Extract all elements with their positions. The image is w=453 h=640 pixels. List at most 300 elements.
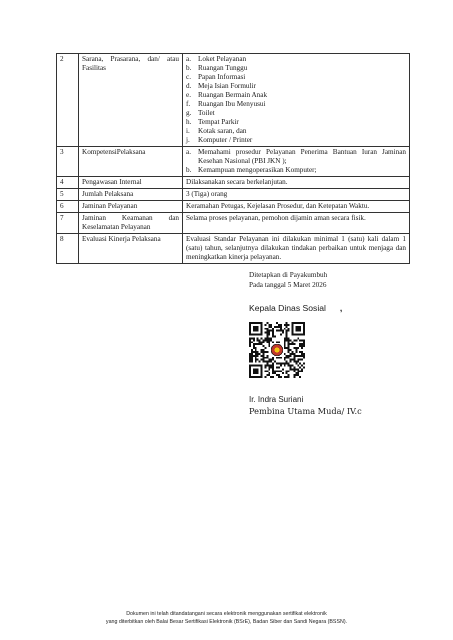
qr-module [255, 322, 257, 324]
qr-module [261, 355, 263, 357]
qr-module [286, 355, 288, 357]
qr-module [253, 345, 255, 347]
signatory-rank: Pembina Utama Muda/ IV.c [249, 406, 362, 416]
qr-module [249, 339, 251, 341]
qr-module [268, 364, 270, 366]
row-description: Dilaksanakan secara berkelanjutan. [183, 177, 410, 189]
qr-module [284, 345, 286, 347]
qr-module [293, 370, 295, 372]
qr-module [272, 334, 274, 336]
qr-module [290, 368, 292, 370]
row-number: 5 [57, 189, 79, 201]
qr-module [280, 363, 282, 365]
qr-module [263, 359, 265, 361]
qr-module [278, 357, 280, 359]
qr-module [286, 326, 288, 328]
qr-module [253, 334, 255, 336]
table-row [57, 201, 410, 213]
qr-module [249, 345, 251, 347]
qr-module [303, 353, 305, 355]
qr-module [280, 324, 282, 326]
table-row [57, 177, 410, 189]
qr-module [280, 326, 282, 328]
qr-module [274, 372, 276, 374]
list-item-text: Toilet [198, 109, 215, 117]
qr-module [276, 363, 278, 365]
qr-module [280, 364, 282, 366]
qr-module [297, 374, 299, 376]
qr-module [261, 330, 263, 332]
qr-module [261, 337, 263, 339]
qr-module [301, 343, 303, 345]
qr-module [293, 359, 295, 361]
qr-module [303, 343, 305, 345]
qr-module [297, 334, 299, 336]
qr-module [255, 334, 257, 336]
qr-module [266, 364, 268, 366]
qr-module [295, 368, 297, 370]
qr-module [264, 337, 266, 339]
signature-position [249, 303, 342, 313]
qr-module [301, 353, 303, 355]
row-description: Selama proses pelayanan, pemohon dijamin aman secara fisik. [183, 213, 410, 234]
qr-module [272, 368, 274, 370]
qr-module [264, 339, 266, 341]
qr-module [291, 368, 293, 370]
qr-module [257, 364, 259, 366]
qr-module [251, 364, 253, 366]
qr-module [293, 368, 295, 370]
table-row [57, 54, 410, 147]
qr-module [303, 363, 305, 365]
qr-module [295, 326, 297, 328]
qr-module [301, 339, 303, 341]
list-item [186, 166, 406, 175]
qr-module [274, 361, 276, 363]
qr-module [266, 370, 268, 372]
qr-module [286, 334, 288, 336]
qr-module [290, 349, 292, 351]
qr-module [268, 361, 270, 363]
qr-module [284, 376, 286, 378]
qr-module [288, 345, 290, 347]
qr-module [295, 347, 297, 349]
qr-module [264, 357, 266, 359]
qr-module [263, 341, 265, 343]
qr-module [299, 334, 301, 336]
qr-module [259, 339, 261, 341]
qr-module [251, 361, 253, 363]
qr-module [297, 330, 299, 332]
qr-module [291, 324, 293, 326]
qr-module [276, 357, 278, 359]
list-item-text: Ruangan Bermain Anak [198, 91, 268, 99]
qr-module [286, 330, 288, 332]
row-number: 7 [57, 213, 79, 234]
qr-module [286, 337, 288, 339]
qr-module [253, 337, 255, 339]
qr-module [259, 341, 261, 343]
list-item-marker: c. [186, 73, 191, 81]
qr-module [270, 326, 272, 328]
qr-module [270, 359, 272, 361]
qr-module [288, 363, 290, 365]
qr-module [290, 366, 292, 368]
qr-module [303, 341, 305, 343]
qr-module [268, 337, 270, 339]
qr-module [251, 349, 253, 351]
qr-module [291, 353, 293, 355]
qr-module [291, 322, 293, 324]
qr-module [297, 328, 299, 330]
qr-module [282, 372, 284, 374]
qr-module [290, 353, 292, 355]
qr-module [257, 330, 259, 332]
qr-module [297, 361, 299, 363]
qr-module [303, 330, 305, 332]
qr-module [257, 370, 259, 372]
signatory-name: Ir. Indra Suriani [249, 395, 304, 404]
list-item-marker: j. [186, 136, 190, 144]
list-item [186, 109, 406, 118]
qr-module [263, 349, 265, 351]
qr-module [263, 361, 265, 363]
qr-module [264, 332, 266, 334]
qr-module [299, 330, 301, 332]
qr-module [288, 370, 290, 372]
qr-module [253, 364, 255, 366]
qr-module [303, 328, 305, 330]
qr-module [268, 326, 270, 328]
qr-module [263, 339, 265, 341]
qr-module [264, 324, 266, 326]
row-number: 8 [57, 234, 79, 264]
qr-module [299, 363, 301, 365]
list-item [186, 64, 406, 73]
qr-module [259, 322, 261, 324]
qr-module [266, 332, 268, 334]
qr-module [286, 363, 288, 365]
qr-module [263, 351, 265, 353]
qr-module [278, 370, 280, 372]
qr-module [293, 361, 295, 363]
qr-module [295, 351, 297, 353]
qr-module [249, 355, 251, 357]
qr-module [266, 334, 268, 336]
qr-module [286, 370, 288, 372]
qr-module [264, 351, 266, 353]
list-item [186, 148, 406, 166]
list-item [186, 82, 406, 91]
qr-module [272, 328, 274, 330]
qr-module [291, 332, 293, 334]
qr-module [299, 322, 301, 324]
list-item [186, 91, 406, 100]
signature-comma: , [339, 303, 343, 313]
qr-module [290, 355, 292, 357]
qr-module [266, 339, 268, 341]
qr-module [268, 339, 270, 341]
list-item-marker: b. [186, 64, 192, 72]
qr-module [266, 374, 268, 376]
qr-module [301, 364, 303, 366]
qr-module [288, 376, 290, 378]
qr-module [257, 376, 259, 378]
qr-module [266, 330, 268, 332]
qr-module [290, 343, 292, 345]
qr-module [286, 357, 288, 359]
qr-module [261, 370, 263, 372]
qr-module [288, 351, 290, 353]
list-item-text: Ruangan Ibu Menyusui [198, 100, 266, 108]
qr-module [280, 328, 282, 330]
qr-module [278, 374, 280, 376]
qr-module [253, 343, 255, 345]
qr-module [288, 355, 290, 357]
qr-module [295, 330, 297, 332]
qr-module [257, 322, 259, 324]
qr-module [251, 334, 253, 336]
qr-module [272, 372, 274, 374]
qr-module [268, 359, 270, 361]
qr-module [293, 343, 295, 345]
qr-module [299, 366, 301, 368]
qr-module [257, 359, 259, 361]
qr-module [299, 351, 301, 353]
qr-module [268, 330, 270, 332]
row-component: KompetensiPelaksana [79, 147, 183, 177]
qr-module [282, 330, 284, 332]
qr-module [297, 370, 299, 372]
qr-center-logo-core-icon [274, 347, 279, 352]
qr-module [276, 374, 278, 376]
qr-module [263, 355, 265, 357]
qr-module [253, 376, 255, 378]
qr-module [286, 372, 288, 374]
qr-module [288, 337, 290, 339]
qr-module [295, 339, 297, 341]
qr-module [251, 341, 253, 343]
qr-module [284, 347, 286, 349]
list-item [186, 73, 406, 82]
qr-module [272, 376, 274, 378]
qr-module [270, 376, 272, 378]
qr-module [251, 351, 253, 353]
qr-module [297, 322, 299, 324]
qr-module [264, 370, 266, 372]
qr-module [278, 376, 280, 378]
qr-module [276, 326, 278, 328]
qr-module [299, 370, 301, 372]
table-row [57, 213, 410, 234]
qr-module [272, 370, 274, 372]
qr-module [299, 326, 301, 328]
list-item [186, 55, 406, 64]
qr-module [253, 330, 255, 332]
qr-module [272, 363, 274, 365]
qr-module [274, 326, 276, 328]
qr-module [255, 372, 257, 374]
qr-module [266, 363, 268, 365]
description-list [186, 148, 406, 175]
qr-module [293, 374, 295, 376]
qr-module [291, 334, 293, 336]
qr-module [299, 343, 301, 345]
qr-module [297, 355, 299, 357]
qr-module [293, 366, 295, 368]
qr-module [266, 361, 268, 363]
list-item-marker: e. [186, 91, 191, 99]
qr-module [253, 322, 255, 324]
qr-module [268, 332, 270, 334]
qr-module [261, 372, 263, 374]
list-item-text: Kotak saran, dan [198, 127, 247, 135]
qr-module [272, 364, 274, 366]
qr-module [249, 324, 251, 326]
row-component: Jaminan Keamanan dan Keselamatan Pelayanan [79, 213, 183, 234]
table-row [57, 189, 410, 201]
qr-module [291, 359, 293, 361]
qr-module [261, 343, 263, 345]
qr-module [290, 339, 292, 341]
qr-module [293, 347, 295, 349]
qr-module [268, 374, 270, 376]
qr-module [280, 370, 282, 372]
list-item-marker: i. [186, 127, 190, 135]
qr-module [293, 357, 295, 359]
qr-module [293, 334, 295, 336]
qr-module [255, 376, 257, 378]
qr-module [263, 353, 265, 355]
qr-module [253, 351, 255, 353]
list-item [186, 136, 406, 145]
qr-module [261, 376, 263, 378]
qr-module [255, 361, 257, 363]
table-row [57, 234, 410, 264]
list-item-text: Kemampuan mengoperasikan Komputer; [198, 166, 317, 174]
qr-module [249, 353, 251, 355]
qr-module [268, 368, 270, 370]
qr-module [290, 364, 292, 366]
qr-module [249, 368, 251, 370]
qr-module [255, 343, 257, 345]
qr-module [266, 328, 268, 330]
qr-module [266, 351, 268, 353]
qr-module [266, 341, 268, 343]
qr-module [274, 336, 276, 338]
list-item [186, 100, 406, 109]
qr-module [255, 353, 257, 355]
qr-module [303, 332, 305, 334]
row-component: Jumlah Pelaksana [79, 189, 183, 201]
qr-module [297, 364, 299, 366]
qr-module [251, 357, 253, 359]
qr-module [284, 324, 286, 326]
qr-module [255, 357, 257, 359]
qr-module [255, 355, 257, 357]
qr-module [249, 334, 251, 336]
qr-module [291, 341, 293, 343]
qr-module [301, 359, 303, 361]
qr-module [295, 349, 297, 351]
qr-module [291, 351, 293, 353]
qr-module [272, 336, 274, 338]
list-item-marker: a. [186, 148, 191, 156]
qr-module [264, 347, 266, 349]
qr-module [249, 370, 251, 372]
qr-module [286, 361, 288, 363]
qr-module [259, 361, 261, 363]
qr-module [264, 361, 266, 363]
qr-module [299, 328, 301, 330]
qr-module [253, 355, 255, 357]
row-component: Jaminan Pelayanan [79, 201, 183, 213]
qr-module [301, 322, 303, 324]
qr-module [288, 374, 290, 376]
qr-module [295, 328, 297, 330]
qr-module [249, 332, 251, 334]
list-item-marker: b. [186, 166, 192, 174]
qr-module [295, 372, 297, 374]
qr-module [299, 376, 301, 378]
qr-module [293, 339, 295, 341]
row-description: 3 (Tiga) orang [183, 189, 410, 201]
qr-module [249, 341, 251, 343]
qr-module [266, 355, 268, 357]
qr-module [270, 364, 272, 366]
qr-module [295, 363, 297, 365]
qr-module [276, 322, 278, 324]
qr-module [261, 349, 263, 351]
qr-module [251, 337, 253, 339]
list-item-marker: h. [186, 118, 192, 126]
list-item-marker: f. [186, 100, 191, 108]
qr-module [249, 330, 251, 332]
qr-module [293, 376, 295, 378]
qr-module [297, 337, 299, 339]
qr-module [278, 341, 280, 343]
qr-module [301, 370, 303, 372]
qr-module [259, 376, 261, 378]
qr-module [268, 343, 270, 345]
qr-module [303, 366, 305, 368]
list-item [186, 118, 406, 127]
qr-module [270, 330, 272, 332]
qr-module [263, 345, 265, 347]
qr-module [270, 361, 272, 363]
qr-module [299, 345, 301, 347]
qr-module [290, 361, 292, 363]
qr-module [266, 357, 268, 359]
qr-module [280, 334, 282, 336]
qr-module [266, 322, 268, 324]
qr-module [288, 324, 290, 326]
description-list [186, 55, 406, 145]
qr-module [301, 334, 303, 336]
list-item-marker: g. [186, 109, 192, 117]
qr-module [280, 330, 282, 332]
qr-module [284, 359, 286, 361]
qr-module [284, 341, 286, 343]
row-number: 4 [57, 177, 79, 189]
qr-module [257, 372, 259, 374]
qr-module [249, 326, 251, 328]
list-item-text: Papan Informasi [198, 73, 246, 81]
list-item-text: Loket Pelayanan [198, 55, 247, 63]
qr-module [284, 337, 286, 339]
qr-module [257, 355, 259, 357]
qr-module [253, 368, 255, 370]
